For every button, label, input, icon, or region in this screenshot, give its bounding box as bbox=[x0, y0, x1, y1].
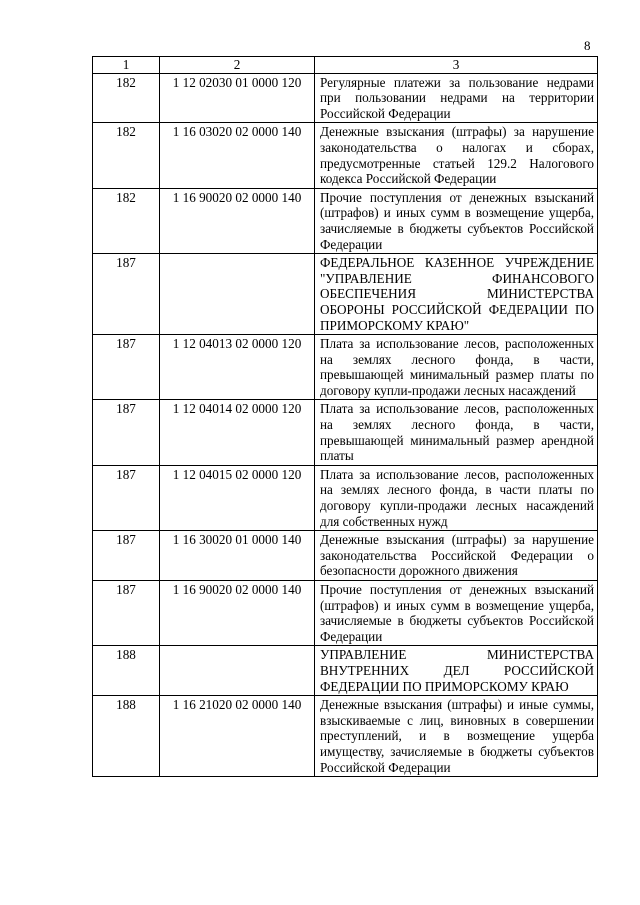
description-cell: Регулярные платежи за пользование недрами при пользовании недрами на территории Российской Федерации bbox=[315, 73, 598, 123]
admin-code-cell: 187 bbox=[93, 465, 160, 530]
description-cell: Денежные взыскания (штрафы) за нарушение законодательства о налогах и сборах, предусмотренные статьей 129.2 Налогового кодекса Российской Федерации bbox=[315, 123, 598, 188]
revenue-admin-table bbox=[92, 56, 598, 777]
revenue-code-cell bbox=[160, 646, 315, 696]
table-row-organization bbox=[93, 646, 598, 696]
revenue-code-cell: 1 12 04015 02 0000 120 bbox=[160, 465, 315, 530]
admin-code-cell: 182 bbox=[93, 188, 160, 253]
description-cell: Плата за использование лесов, расположенных на землях лесного фонда, в части, превышающей минимальный размер арендной платы bbox=[315, 400, 598, 465]
admin-code-cell: 187 bbox=[93, 400, 160, 465]
header-col-1: 1 bbox=[93, 57, 160, 74]
table-row bbox=[93, 123, 598, 188]
description-cell: Плата за использование лесов, расположенных на землях лесного фонда, в части платы по договору купли-продажи лесных насаждений для собственных нужд bbox=[315, 465, 598, 530]
revenue-code-cell: 1 16 90020 02 0000 140 bbox=[160, 581, 315, 646]
table-row bbox=[93, 531, 598, 581]
revenue-code-cell: 1 12 02030 01 0000 120 bbox=[160, 73, 315, 123]
description-cell: Плата за использование лесов, расположенных на землях лесного фонда, в части, превышающей минимальный размер платы по договору купли-продажи лесных насаждений bbox=[315, 335, 598, 400]
admin-code-cell: 187 bbox=[93, 581, 160, 646]
description-cell: Денежные взыскания (штрафы) и иные суммы, взыскиваемые с лиц, виновных в совершении преступлений, и в возмещение ущерба имуществу, зачисляемые в бюджеты субъектов Российской Федерации bbox=[315, 696, 598, 777]
admin-code-cell: 187 bbox=[93, 335, 160, 400]
revenue-code-cell bbox=[160, 254, 315, 335]
table-row bbox=[93, 335, 598, 400]
revenue-code-cell: 1 12 04013 02 0000 120 bbox=[160, 335, 315, 400]
revenue-code-cell: 1 16 30020 01 0000 140 bbox=[160, 531, 315, 581]
revenue-code-cell: 1 16 90020 02 0000 140 bbox=[160, 188, 315, 253]
table-header-row bbox=[93, 57, 598, 74]
table-row bbox=[93, 696, 598, 777]
admin-code-cell: 187 bbox=[93, 254, 160, 335]
header-col-2: 2 bbox=[160, 57, 315, 74]
revenue-code-cell: 1 12 04014 02 0000 120 bbox=[160, 400, 315, 465]
description-cell: Денежные взыскания (штрафы) за нарушение законодательства Российской Федерации о безопасности дорожного движения bbox=[315, 531, 598, 581]
admin-code-cell: 188 bbox=[93, 696, 160, 777]
admin-code-cell: 182 bbox=[93, 123, 160, 188]
organization-name-cell: ФЕДЕРАЛЬНОЕ КАЗЕННОЕ УЧРЕЖДЕНИЕ "УПРАВЛЕНИЕ ФИНАНСОВОГО ОБЕСПЕЧЕНИЯ МИНИСТЕРСТВА ОБОРОНЫ РОССИЙСКОЙ ФЕДЕРАЦИИ ПО ПРИМОРСКОМУ КРАЮ" bbox=[315, 254, 598, 335]
page-number: 8 bbox=[584, 38, 591, 53]
revenue-code-cell: 1 16 21020 02 0000 140 bbox=[160, 696, 315, 777]
admin-code-cell: 187 bbox=[93, 531, 160, 581]
organization-name-cell: УПРАВЛЕНИЕ МИНИСТЕРСТВА ВНУТРЕННИХ ДЕЛ РОССИЙСКОЙ ФЕДЕРАЦИИ ПО ПРИМОРСКОМУ КРАЮ bbox=[315, 646, 598, 696]
description-cell: Прочие поступления от денежных взысканий (штрафов) и иных сумм в возмещение ущерба, зачисляемые в бюджеты субъектов Российской Федерации bbox=[315, 581, 598, 646]
table-row bbox=[93, 400, 598, 465]
table-row bbox=[93, 73, 598, 123]
table-row bbox=[93, 188, 598, 253]
header-col-3: 3 bbox=[315, 57, 598, 74]
admin-code-cell: 188 bbox=[93, 646, 160, 696]
description-cell: Прочие поступления от денежных взысканий (штрафов) и иных сумм в возмещение ущерба, зачисляемые в бюджеты субъектов Российской Федерации bbox=[315, 188, 598, 253]
table-row bbox=[93, 581, 598, 646]
table-row-organization bbox=[93, 254, 598, 335]
admin-code-cell: 182 bbox=[93, 73, 160, 123]
revenue-code-cell: 1 16 03020 02 0000 140 bbox=[160, 123, 315, 188]
table-row bbox=[93, 465, 598, 530]
